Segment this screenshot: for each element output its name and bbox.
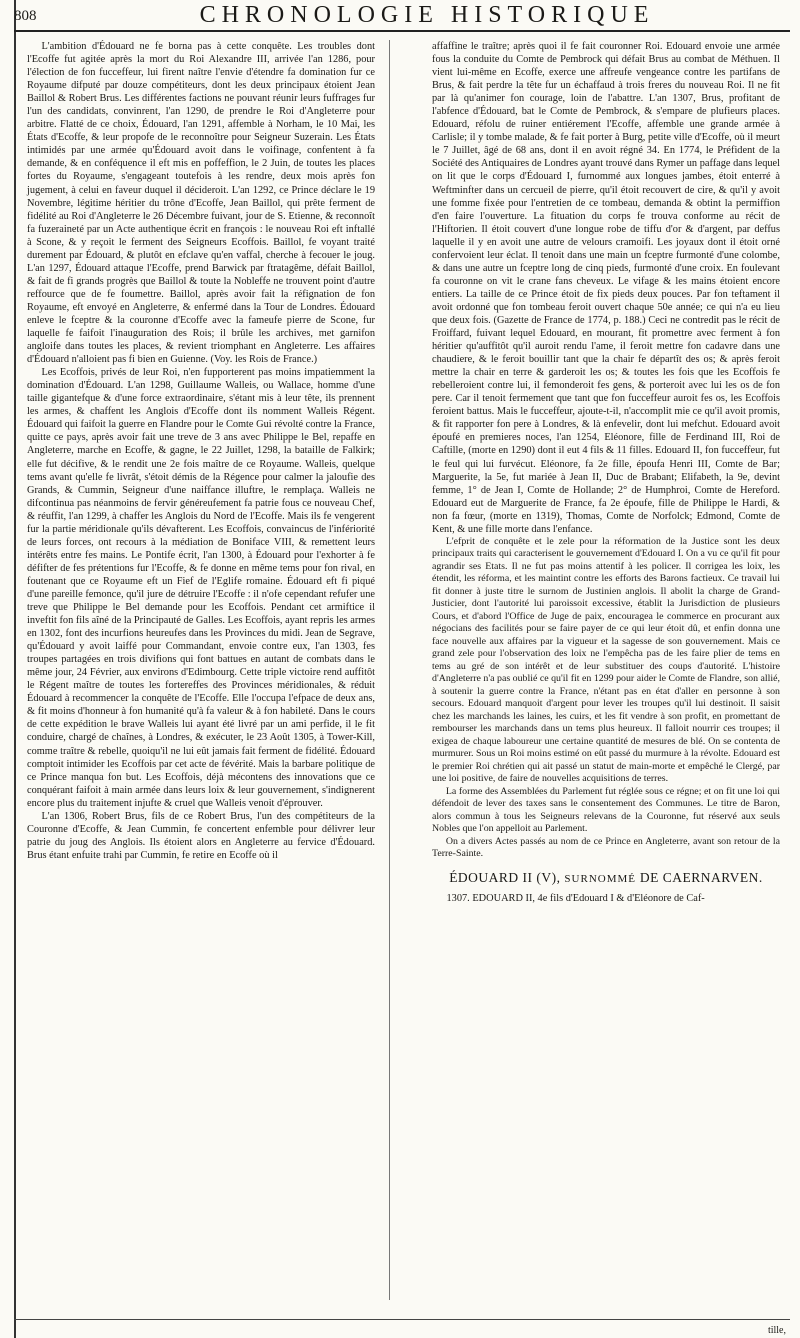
page-header — [14, 0, 790, 32]
right-final-paragraph: 1307. EDOUARD II, 4e fils d'Edouard I & d'Eléonore de Caf- — [446, 892, 705, 904]
page-number: 808 — [14, 8, 37, 24]
left-column — [27, 40, 375, 862]
left-paragraph-3: L'an 1306, Robert Brus, fils de ce Robert Brus, l'un des compétiteurs de la Couronne d'Ecoffe, & Jean Cummin, fe concertent enfemble pour délivrer leur patrie du joug des Anglois. Ils étoient alors en Angleterre au fervice d'Édouard. Brus étant enfuite trahi par Cummin, fe retire en Ecoffe où il — [27, 810, 375, 861]
section-heading-name: DE CAERNARVEN. — [639, 869, 763, 885]
section-heading — [432, 871, 780, 886]
catchword: tille, — [767, 1325, 786, 1336]
right-column — [432, 40, 780, 905]
bottom-rule — [14, 1319, 790, 1320]
page-border-rule — [14, 0, 16, 1338]
right-paragraph-1: affaffine le traître; après quoi il fe fait couronner Roi. Edouard envoie une armée fous la conduite du Comte de Pembrock qui défait Brus au combat de Méthuen. Il vient lui-même en Ecoffe, exerce une affreufe vengeance contre les partifans de Brus, & fait perdre la tête fur un échaffaud à trois freres du nouveau Roi. Il ne fit par là qu'animer fon courage, loin de l'abattre. L'an 1307, Brus, profitant de l'abfence d'Édouard, bat le Comte de Pembrock, & s'empare de plufieurs places. Edouard, réfolu de ruiner entiérement l'Ecoffe, affemble une grande armée à Carlisle; il y tombe malade, & fe fait porter à Burg, petite ville d'Ecoffe, où il meurt le 7 Juillet, âgé de 68 ans, dont il en avoit régné 34. En 1774, le Préfident de la Société des Antiquaires de Londres ayant trouvé dans Rymer un paffage dans lequel on lit que le corps d'Édouard I, furnommé aux longues jambes, étoit enterré à Weftminfter dans un cercueil de pierre, qu'il étoit recouvert de cire, & qu'il y avoit une fomme fixée pour l'entretien de ce tombeau, demanda & obtint la permiffion d'en faire l'ouverture. La fituation du corps fe trouva conforme au récit de l'Hiftorien. Il étoit couvert d'une longue robe de tiffu d'or & d'argent, par deffus laquelle il y en avoit une autre de velours cramoifi. Les joyaux dont il étoit orné confervoient leur éclat. Il tenoit dans une main un fceptre furmonté d'une colombe, & dans une autre un fceptre long de cinq pieds, furmonté d'une croix. En foulevant fa couronne on vit le crane fans cheveux. Le vifage & les mains étoient encore entiers. La taille de ce Prince étoit de fix pieds deux pouces. Par fon teftament il avoit ordonné que fon tombeau feroit ouvert chaque 50e année; ce qui n'a eu lieu que deux fois. (Gazette de France de 1774, p. 188.) Ceci ne contredit pas le récit de Froiffard, fuivant lequel Edouard, en mourant, fit promettre avec ferment à fon héritier qu'auffitôt qu'il auroit rendu l'ame, il feroit mettre fon cadavre dans une chaudiere, & le feroit bouillir tant que la chair fe départît des os; & après feroit mettre la chair en terre & garderoit les os; & toutes les fois que les Ecoffois fe rebelleroient contre lui, il femonderoit fes gens, & porteroit avec lui les os de fon pere. Car il tenoit fermement que tant que fon fucceffeur auroit fes os, les Ecoffois feroient battus. Mais le fucceffeur, ajoute-t-il, n'accomplit mie ce qu'il avoit promis, & fit rapporter fon pere à Londres, & là enfevelir, dont lui mefchut. Edouard avoit époufé en premieres noces, l'an 1254, Eléonore, fille de Ferdinand III, Roi de Caftille, (morte en 1290) dont il eut 4 fils & 11 filles. Edouard II, fon fucceffeur, fut le feul qui lui furvécut. Eléonore, fa 2e fille, époufa Henri III, Comte de Bar; Marguerite, la 5e, fut mariée à Jean II, Duc de Brabant; Elifabeth, la 9e, devint femme, 1° de Jean I, Comte de Hollande; 2° de Humphroi, Comte de Hereford. Edouard eut de Marguerite de France, fa 2e époufe, fille de Philippe le Hardi, & non fa fœur, (morte en 1319), Thomas, Comte de Norfolck; Edmond, Comte de Kent, & une fille morte dans l'enfance. — [432, 41, 780, 535]
column-divider — [389, 40, 390, 1300]
left-paragraph-1: L'ambition d'Édouard ne fe borna pas à cette conquête. Les troubles dont l'Ecoffe fut agitée après la mort du Roi Alexandre III, arrivée l'an 1286, pour l'élection de fon fucceffeur, lui firent naître l'envie d'étendre fa domination fur ce Royaume difputé par douze compétiteurs, dont les deux principaux étoient Jean Baillol & Robert Brus. Les différentes factions ne pouvant réunir leurs fuffrages fur l'un des candidats, convinrent, l'an 1290, de prendre le Roi d'Angleterre pour arbitre. Flatté de ce choix, Édouard, l'an 1291, affemble à Norham, le 10 Mai, les États d'Ecoffe, & leur propofe de le reconnoître pour Seigneur Suzerain. Les États intimidés par une armée qu'Édouard avoit dans le voifinage, confentent à fa demande, & en conféquence il eft mis en poffeffion, le 2 Juin, de toutes les places fortes du Royaume, s'engageant toutefois à les rendre, deux mois après fon jugement, à celui en faveur duquel il décideroit. L'an 1292, ce Prince déclare le 19 Novembre, légitime héritier du trône d'Ecoffe, Jean Baillol, qui prête ferment de fidélité au Roi d'Angleterre le 26 Décembre fuivant, jour de S. Etienne, & reconnoît fa fuzeraineté par un Acte authentique écrit en françois : le nouveau Roi eft inftallé à Scone, & y reçoit le ferment des Seigneurs Ecoffois. Baillol, fe voyant traité durement par Édouard, & plutôt en efclave qu'en vaffal, cherche à fecouer le joug. L'an 1297, Édouard attaque l'Ecoffe, prend Barwick par ftratagême, défait Baillol, & fait de fi grands progrès que Baillol & toute la Nobleffe ne trouvent point d'autre reffource que de fe foumettre. Baillol, après avoir fait la réfignation de fon Royaume, eft envoyé en Angleterre, & enfermé dans la Tour de Londres. Édouard enleve le fceptre & la couronne d'Ecoffe avec la fameufe pierre de Scone, fur laquelle fe faifoit l'inauguration des Rois; il brûle les archives, met garnifon angloife dans toutes les places, & revient triomphant en Angleterre. Les affaires d'Édouard n'alloient pas fi bien en Guienne. (Voy. les Rois de France.) — [27, 41, 375, 366]
section-heading-subtitle: SURNOMMÉ — [564, 872, 636, 885]
section-heading-title: ÉDOUARD II (V), — [449, 869, 561, 885]
running-title: CHRONOLOGIE HISTORIQUE — [199, 2, 655, 28]
right-paragraph-4: On a divers Actes passés au nom de ce Prince en Angleterre, avant son retour de la Terre-Sainte. — [432, 835, 780, 860]
right-paragraph-2: L'efprit de conquête et le zele pour la réformation de la Justice sont les deux principaux traits qui caracterisent le gouvernement d'Edouard I. On a vu ce qu'il fit pour agrandir ses Etats. Il ne fut pas moins attentif à les policer. Il corrigea les loix, les étendit, les réforma, et les maintint contre les efforts des Barons factieux. Ce travail lui fit donner à juste titre le surnom de Justinien anglois. Il abolit la charge de Grand-Justicier, dont l'autorité lui paroissoit excessive, établit la Jurisdiction de plusieurs Cours, et d'abord l'Office de Juge de paix, encouragea le commerce en procurant aux négocians des facilités pour se faire payer de ce qui leur étoit dû, et enfin donna une face nouvelle aux affaires par la vigueur et la sagesse de son gouvernement. Mais ce grand zele pour l'observation des loix ne l'empêcha pas de les faire plier de tems en tems au gré de son intérêt et de leur substituer des coups d'autorité. L'histoire d'Angleterre n'a pas oublié ce qu'il fit en 1299 pour aider le Comte de Flandre, son allié, à soutenir la guerre contre la France, n'étant pas en état d'aller en personne à son secours. Edouard manquoit d'argent pour lever les troupes qu'il lui destinoit. Il saisit chez les marchands les laines, les cuirs, et les fit vendre à son profit, en promettant de rembourser les marchands dans un tems plus heureux. Il falloit nourrir ces troupes; il exigea de chaque laboureur une certaine quantité de mesures de blé. On se contenta de murmurer. Sous un Roi moins estimé on eût passé du murmure à la révolte. Edouard est le premier Roi chrétien qui ait passé un statut de main-morte et empêché le Clergé, par une loi positive, de faire de nouvelles acquisitions de terres. — [432, 535, 780, 785]
right-paragraph-3: La forme des Assemblées du Parlement fut réglée sous ce régne; et on fit une loi qui défendoit de lever des taxes sans le consentement des Communes. Le titre de Baron, alors commun à tous les Seigneurs relevans de la Couronne, fut réservé aux seuls Nobles que l'on appelloit au Parlement. — [432, 785, 780, 835]
left-paragraph-2: Les Ecoffois, privés de leur Roi, n'en fupporterent pas moins impatiemment la domination d'Édouard. L'an 1298, Guillaume Walleis, ou Wallace, homme d'une taille gigantefque & d'une force extraordinaire, s'étant mis à leur tête, ils prennent les armes, & chaffent les Anglois d'Ecoffe dont ils nomment Walleis Régent. Édouard qui faifoit la guerre en Flandre pour le Comte Gui révolté contre la France, quitte ce pays, après avoir fait une treve de 3 ans avec Philippe le Bel, repaffe en Angleterre, marche en Ecoffe, & gagne, le 22 Juillet, 1298, la bataille de Falkirk; elle fut décifive, & le rendit une 2e fois maître de ce Royaume. Walleis, quelque tems avant qu'elle fe livrât, s'étoit démis de la Régence pour calmer la jaloufie des Grands, & Cummin, Seigneur d'une naiffance illuftre, le remplaça. Walleis ne difcontinua pas néanmoins de fervir généreufement fa patrie fous ce nouveau Chef, & réuffit, l'an 1299, à chaffer les Anglois du Nord de l'Ecoffe. Mais ils fe vengerent fur la partie méridionale qu'ils dévafterent. Les Ecoffois, convaincus de l'infériorité de leurs forces, ont recours à la médiation de Boniface VIII, & remettent leurs intérêts entre fes mains. Le Pontife écrit, l'an 1300, à Édouard pour l'exhorter à fe défifter de fes prétentions fur l'Ecoffe, & fe donne en même tems pour fon rival, en foutenant que ce Royaume eft un Fief de l'Eglife romaine. Édouard eft fi piqué d'une pareille femonce, qu'il jure de détruire l'Ecoffe : il n'ofe cependant refufer une treve que Philippe le Bel demande pour les Ecoffois. Pendant cet armiftice il inveftit fon fils aîné de la Principauté de Galles. Les Ecoffois, ayant repris les armes en 1302, font des incurfions heureufes dans les Provinces du midi. Jean de Segrave, qu'Édouard y avoit laiffé pour Commandant, envoie contre eux, l'an 1303, fes troupes partagées en trois divifions qui font battues en autant de combats dans le même jour, 24 Février, aux environs d'Edimbourg. Cette triple victoire rend auffitôt le Régent maître de toutes les fortereffes des Provinces méridionales, & réduit Édouard à recommencer la conquête de l'Ecoffe. Elle l'occupa l'efpace de deux ans, & fit moins d'honneur à fon humanité qu'à fa valeur & à fon habileté. Dans le cours de cette expédition le brave Walleis lui ayant été livré par un ami perfide, il le fit conduire, chargé de chaînes, à Londres, & exécuter, le 23 Août 1305, à Tower-Kill, comme traître & rebelle, quoiqu'il ne lui eût jamais fait ferment de fidélité. Édouard comptoit intimider les Ecoffois par cet acte de févérité. Mais la barbare politique de ce Prince manqua fon but. Les Ecoffois, déjà mécontens des innovations que ce conquérant faifoit à main armée dans leurs loix & leur gouvernement, s'indignerent encore plus du traitement injufte & cruel que Walleis venoit d'éprouver. — [27, 367, 375, 809]
